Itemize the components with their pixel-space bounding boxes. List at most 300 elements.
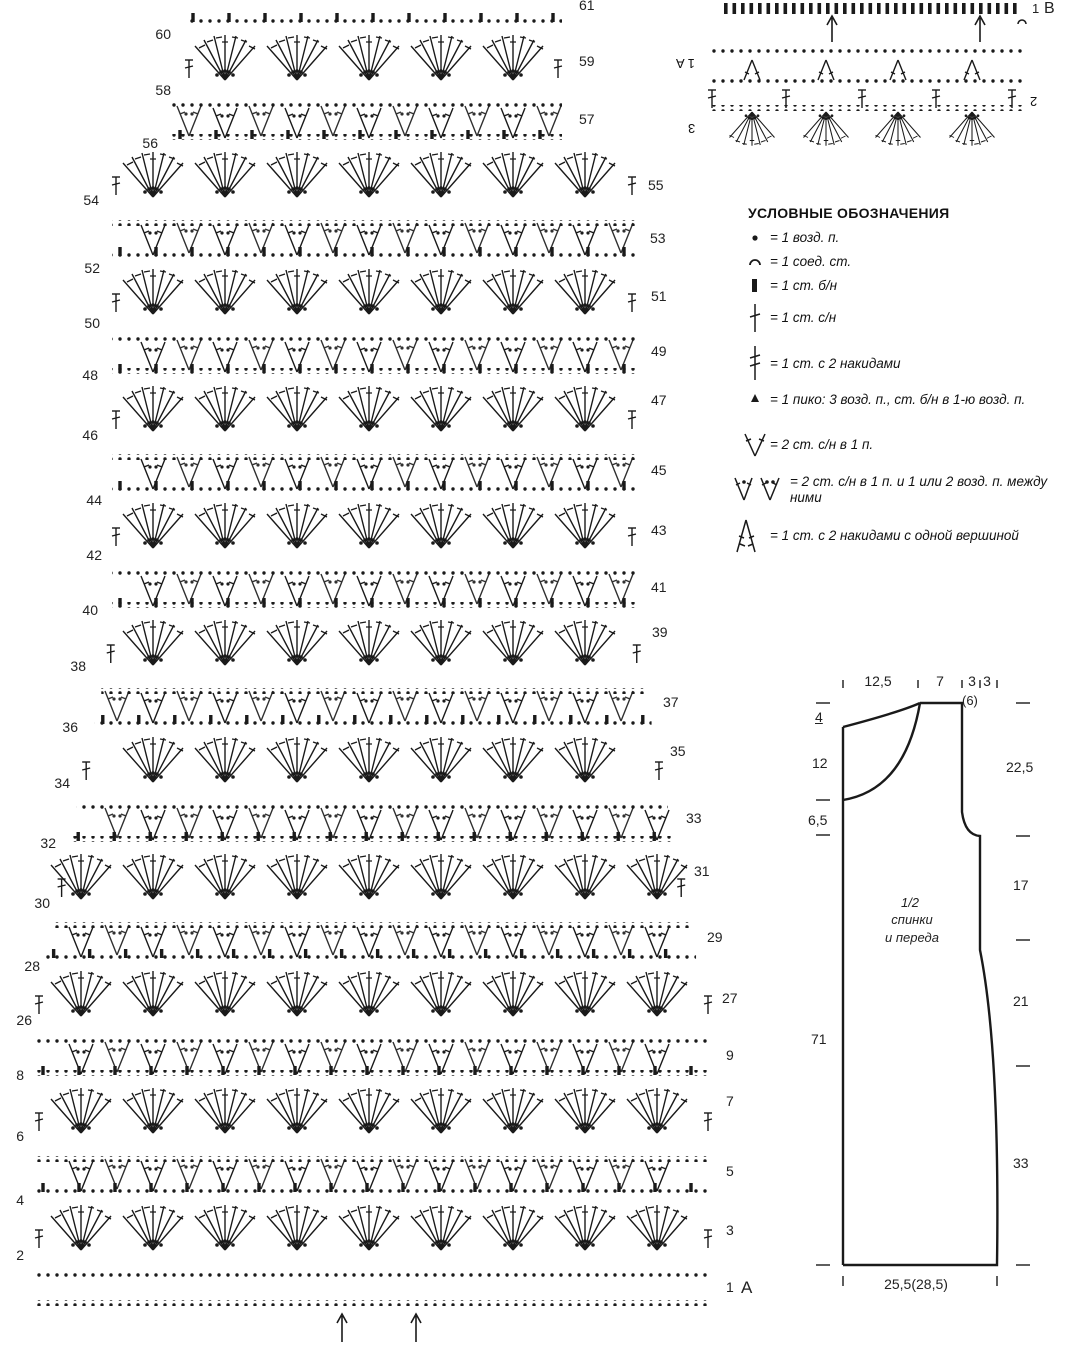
fan-shell-motif: [267, 269, 327, 314]
edge-double-crochet: [112, 411, 120, 429]
v-stitch-motif: [501, 576, 525, 606]
fan-shell-motif: [123, 854, 183, 899]
single-crochet-post: [365, 1183, 368, 1192]
fan-shell-motif: [195, 35, 255, 80]
fan-shell-motif: [483, 35, 543, 80]
row-number-right: 7: [726, 1093, 734, 1109]
single-crochet-post: [538, 130, 541, 139]
single-crochet-post: [365, 832, 368, 841]
fan-shell-motif: [51, 1088, 111, 1133]
single-crochet-post: [298, 481, 301, 490]
edging-post: [954, 3, 958, 14]
fan-shell-motif: [267, 1088, 327, 1133]
schematic-left-71: 71: [811, 1031, 827, 1047]
fan-shell-motif: [267, 1205, 327, 1250]
single-crochet-post: [88, 949, 91, 958]
fan-shell-motif: [411, 152, 471, 197]
v-stitch-motif: [249, 691, 273, 721]
fan-shell-motif: [555, 386, 615, 431]
v-stitch-motif: [213, 576, 237, 606]
fan-shell-motif: [195, 971, 255, 1016]
v-stitch-motif: [69, 1044, 93, 1074]
row-number-left: 2: [16, 1247, 24, 1263]
start-arrow-icon: [411, 1314, 421, 1342]
row-number-right: 57: [579, 111, 595, 127]
single-crochet-post: [509, 1183, 512, 1192]
single-crochet-post: [406, 364, 409, 373]
single-crochet-post: [298, 598, 301, 607]
double-crochet-icon: [750, 304, 760, 332]
single-crochet-post: [515, 13, 518, 22]
single-crochet-post: [442, 364, 445, 373]
fan-shell-motif: [339, 35, 399, 80]
edging-row-3: 3: [688, 121, 696, 136]
single-crochet-post: [77, 1066, 80, 1075]
v-stitch-motif: [393, 574, 417, 604]
single-crochet-post: [173, 715, 176, 724]
v-stitch-motif: [105, 808, 129, 838]
v-stitch-motif: [177, 223, 201, 253]
fan-shell-motif: [267, 152, 327, 197]
fan-shell-motif: [411, 269, 471, 314]
single-crochet-post: [124, 949, 127, 958]
single-crochet-post: [461, 715, 464, 724]
single-crochet-post: [250, 130, 253, 139]
fan-shell-motif: [339, 620, 399, 665]
v-stitch-motif: [573, 693, 597, 723]
neckline-back: [843, 703, 920, 727]
single-crochet-post: [545, 832, 548, 841]
v-stitch-motif: [285, 225, 309, 255]
single-crochet-post: [137, 715, 140, 724]
schematic-shoulder-extra: (6): [962, 693, 978, 708]
v-stitch-motif: [501, 1161, 525, 1191]
chain-row: [101, 688, 645, 694]
v-stitch-motif: [609, 457, 633, 487]
v-stitch-motif: [537, 457, 561, 487]
edging-post: [809, 3, 813, 14]
single-crochet-post: [335, 13, 338, 22]
v-stitch-motif: [177, 691, 201, 721]
v-stitch-motif: [465, 574, 489, 604]
fan-shell-motif: [411, 35, 471, 80]
row-number-right: 3: [726, 1222, 734, 1238]
chain-row: [35, 1187, 712, 1193]
schematic-width-shoulder: 7: [936, 673, 944, 689]
legend-item-treble: = 1 ст. с 2 накидами: [770, 356, 901, 371]
v-stitch-motif: [393, 457, 417, 487]
edging-post: [962, 3, 966, 14]
single-crochet-post: [653, 1183, 656, 1192]
fan-shell-motif: [627, 854, 687, 899]
fan-shell-motif: [195, 1205, 255, 1250]
schematic-width-3a: 3: [968, 673, 976, 689]
legend-title: УСЛОВНЫЕ ОБОЗНАЧЕНИЯ: [748, 205, 950, 221]
row-number-right: 51: [651, 288, 667, 304]
v-stitch-motif: [357, 810, 381, 840]
single-crochet-post: [262, 481, 265, 490]
v-stitch-motif: [573, 576, 597, 606]
v-stitch-motif: [213, 225, 237, 255]
single-crochet-post: [376, 949, 379, 958]
single-crochet-post: [550, 481, 553, 490]
single-crochet-post: [190, 481, 193, 490]
v-stitch-motif: [249, 808, 273, 838]
edging-post: [826, 3, 830, 14]
edging-post: [741, 3, 745, 14]
v-stitch-motif: [357, 693, 381, 723]
row-number-right: 35: [670, 743, 686, 759]
fan-shell-motif: [555, 269, 615, 314]
single-crochet-post: [154, 364, 157, 373]
v-stitch-motif: [645, 1044, 669, 1074]
v-stitch-motif: [141, 225, 165, 255]
v-stitch-motif: [537, 574, 561, 604]
schematic-bottom-width: 25,5(28,5): [884, 1276, 948, 1292]
edging-row-2: 2: [1030, 94, 1038, 109]
edging-post: [945, 3, 949, 14]
v-stitch-motif: [357, 225, 381, 255]
fan-shell-motif: [267, 971, 327, 1016]
v-stitch-motif: [177, 457, 201, 487]
single-crochet-post: [473, 1183, 476, 1192]
chain-row: [112, 571, 636, 577]
row-number-left: 42: [86, 547, 102, 563]
v-stitch-motif: [465, 1042, 489, 1072]
edge-double-crochet: [704, 1230, 712, 1248]
v-stitch-motif: [429, 810, 453, 840]
single-crochet-post: [257, 832, 260, 841]
v-stitch-motif: [249, 574, 273, 604]
fan-shell-motif: [411, 971, 471, 1016]
v-stitch-motif: [213, 1044, 237, 1074]
v-stitch-motif: [285, 1161, 309, 1191]
fan-shell-motif: [483, 971, 543, 1016]
edge-double-crochet: [704, 996, 712, 1014]
single-crochet-post: [365, 1066, 368, 1075]
edging-chain-row: [708, 105, 1026, 111]
edging-top-row: 1: [1032, 1, 1040, 16]
fan-shell-motif: [123, 620, 183, 665]
schematic-right-17: 17: [1013, 877, 1029, 893]
v-stitch-motif: [285, 576, 309, 606]
single-crochet-post: [622, 481, 625, 490]
v-stitch-motif: [465, 340, 489, 370]
row-number-right: 33: [686, 810, 702, 826]
v-stitch-motif: [69, 1161, 93, 1191]
v-stitch-motif: [213, 342, 237, 372]
single-crochet-post: [118, 598, 121, 607]
v-stitch-motif: [213, 693, 237, 723]
single-crochet-post: [293, 1066, 296, 1075]
v-stitch-motif: [393, 1159, 417, 1189]
row-number-left: 46: [82, 427, 98, 443]
single-crochet-post: [622, 598, 625, 607]
single-crochet-post: [425, 715, 428, 724]
fan-shell-motif: [267, 737, 327, 782]
fan-shell-motif: [483, 152, 543, 197]
v-stitch-icon: [745, 434, 765, 456]
chain-row: [46, 953, 696, 959]
single-crochet-post: [592, 949, 595, 958]
single-crochet-post: [154, 598, 157, 607]
v-stitch-motif: [321, 223, 345, 253]
v-stitch-motif: [249, 457, 273, 487]
schematic-left-4: 4: [815, 709, 823, 725]
single-crochet-post: [406, 247, 409, 256]
fan-shell-motif: [195, 737, 255, 782]
row-number-left: 54: [83, 192, 99, 208]
single-crochet-post: [334, 247, 337, 256]
single-crochet-post: [653, 1066, 656, 1075]
single-crochet-post: [389, 715, 392, 724]
v-stitch-motif: [429, 693, 453, 723]
piece-label-front: и переда: [885, 930, 939, 945]
single-crochet-post: [550, 364, 553, 373]
fan-shell-motif: [195, 503, 255, 548]
fan-shell-motif: [555, 971, 615, 1016]
row-number-right: 29: [707, 929, 723, 945]
v-stitch-motif: [501, 342, 525, 372]
single-crochet-post: [226, 481, 229, 490]
edging-post: [724, 3, 728, 14]
v-stitch-motif: [141, 576, 165, 606]
single-crochet-post: [262, 598, 265, 607]
single-crochet-post: [586, 247, 589, 256]
fan-shell-motif: [339, 152, 399, 197]
single-crochet-post: [406, 481, 409, 490]
edging-post: [886, 3, 890, 14]
single-crochet-post: [41, 1183, 44, 1192]
v-stitch-motif: [609, 691, 633, 721]
row-number-left: 4: [16, 1192, 24, 1208]
single-crochet-post: [77, 832, 80, 841]
v-stitch-motif: [465, 223, 489, 253]
fan-shell-motif: [123, 386, 183, 431]
single-crochet-post: [442, 598, 445, 607]
v-stitch-motif: [429, 576, 453, 606]
single-crochet-post: [407, 13, 410, 22]
chain-row: [172, 103, 562, 109]
edging-post: [920, 3, 924, 14]
single-crochet-post: [689, 1183, 692, 1192]
v-stitch-motif: [285, 342, 309, 372]
edging-post: [996, 3, 1000, 14]
edging-fan-motif: [876, 112, 921, 146]
single-crochet-post: [586, 364, 589, 373]
fan-shell-motif: [483, 737, 543, 782]
legend-item-slip: = 1 соед. ст.: [770, 254, 852, 269]
row-number-left: 26: [16, 1012, 32, 1028]
fan-shell-motif: [483, 1088, 543, 1133]
single-crochet-post: [478, 481, 481, 490]
edging-post: [903, 3, 907, 14]
fan-shell-motif: [123, 503, 183, 548]
fan-shell-motif: [195, 620, 255, 665]
legend-item-picot: = 1 пико: 3 возд. п., ст. б/н в 1-ю возд. п.: [770, 392, 1026, 407]
edging-post: [988, 3, 992, 14]
v-stitch-motif: [321, 574, 345, 604]
v-stitch-motif: [573, 1044, 597, 1074]
v-stitch-motif: [573, 342, 597, 372]
edging-arrow-icon: [827, 16, 837, 42]
garment-schematic: [816, 680, 1030, 1286]
v-stitch-motif: [465, 1159, 489, 1189]
single-crochet-post: [478, 247, 481, 256]
fan-shell-motif: [123, 971, 183, 1016]
edge-double-crochet: [112, 294, 120, 312]
single-crochet-post: [286, 130, 289, 139]
v-stitch-motif: [141, 459, 165, 489]
v-stitch-motif: [249, 1159, 273, 1189]
row-number-right: 45: [651, 462, 667, 478]
v-stitch-motif: [357, 1044, 381, 1074]
single-crochet-post: [245, 715, 248, 724]
fan-shell-motif: [555, 152, 615, 197]
edge-double-crochet: [82, 762, 90, 780]
edge-double-crochet: [633, 645, 641, 663]
single-crochet-post: [52, 949, 55, 958]
slip-stitch-mark: [1018, 20, 1026, 24]
edging-chain-row: [708, 77, 1026, 83]
v-stitch-motif: [393, 691, 417, 721]
single-crochet-post: [154, 481, 157, 490]
fan-shell-motif: [339, 971, 399, 1016]
v-stitch-motif: [393, 1042, 417, 1072]
single-crochet-post: [298, 364, 301, 373]
single-crochet-post: [118, 247, 121, 256]
single-crochet-post: [586, 481, 589, 490]
slip-stitch-icon: [750, 260, 760, 265]
single-crochet-post: [581, 1183, 584, 1192]
v-stitch-motif: [501, 459, 525, 489]
fan-shell-motif: [339, 854, 399, 899]
edging-post: [860, 3, 864, 14]
v-stitch-motif: [321, 691, 345, 721]
v-stitch-motif: [177, 808, 201, 838]
edge-double-crochet: [112, 177, 120, 195]
single-crochet-post: [653, 832, 656, 841]
single-crochet-post: [509, 1066, 512, 1075]
single-crochet-post: [353, 715, 356, 724]
v-stitch-motif: [105, 691, 129, 721]
single-crochet-post: [209, 715, 212, 724]
single-crochet-post: [149, 1183, 152, 1192]
edge-double-crochet: [677, 879, 685, 897]
single-crochet-post: [581, 1066, 584, 1075]
fan-shell-motif: [411, 386, 471, 431]
fan-shell-motif: [483, 269, 543, 314]
v-stitch-motif: [177, 574, 201, 604]
fan-shell-motif: [411, 854, 471, 899]
v-stitch-motif: [501, 810, 525, 840]
v-stitch-motif: [537, 1042, 561, 1072]
edging-post: [843, 3, 847, 14]
v-stitch-motif: [645, 1161, 669, 1191]
single-crochet-post: [160, 949, 163, 958]
edging-fan-motif: [950, 112, 995, 146]
row-number-right: 61: [579, 0, 595, 13]
single-crochet-post: [221, 832, 224, 841]
single-crochet-post: [358, 130, 361, 139]
v-stitch-motif: [429, 1044, 453, 1074]
fan-shell-motif: [411, 1088, 471, 1133]
schematic-width-neck: 12,5: [864, 673, 892, 689]
v-stitch-motif: [609, 808, 633, 838]
v-stitch-motif: [213, 459, 237, 489]
fan-shell-motif: [483, 386, 543, 431]
chain-row: [112, 337, 636, 343]
row-number-left: 6: [16, 1128, 24, 1144]
edge-double-crochet: [704, 1113, 712, 1131]
single-crochet-post: [401, 1066, 404, 1075]
piece-label-back: спинки: [891, 912, 933, 927]
chain-row: [112, 220, 636, 226]
piece-outline-side: [843, 703, 997, 1265]
v-stitch-motif: [177, 1042, 201, 1072]
v-stitch-motif: [141, 1044, 165, 1074]
edging-post: [767, 3, 771, 14]
fan-shell-motif: [483, 503, 543, 548]
edging-post: [869, 3, 873, 14]
single-crochet-post: [298, 247, 301, 256]
v-stitch-motif: [177, 1159, 201, 1189]
v-stitch-motif: [141, 810, 165, 840]
single-crochet-post: [371, 13, 374, 22]
v-stitch-motif: [141, 342, 165, 372]
row-number-left: 58: [155, 82, 171, 98]
single-crochet-post: [257, 1183, 260, 1192]
fan-shell-motif: [267, 35, 327, 80]
fan-shell-motif: [627, 971, 687, 1016]
edging-post: [750, 3, 754, 14]
schematic-width-3b: 3: [983, 673, 991, 689]
single-crochet-post: [268, 949, 271, 958]
chain-row: [77, 805, 668, 811]
row-number-left: 8: [16, 1067, 24, 1083]
edging-chain-row: [708, 49, 1026, 55]
edging-post: [758, 3, 762, 14]
edging-post: [801, 3, 805, 14]
fan-shell-motif: [123, 1088, 183, 1133]
row-number-right: 27: [722, 990, 738, 1006]
v-stitch-motif: [357, 459, 381, 489]
chain-row: [95, 719, 652, 725]
row-number-left: 50: [84, 315, 100, 331]
v-stitch-motif: [609, 223, 633, 253]
single-crochet-post: [77, 1183, 80, 1192]
edging-post: [937, 3, 941, 14]
v-stitch-motif: [357, 1161, 381, 1191]
fan-shell-motif: [123, 152, 183, 197]
edging-post: [852, 3, 856, 14]
edge-double-crochet: [554, 60, 562, 78]
v-stitch-motif: [537, 1159, 561, 1189]
v-stitch-motif: [321, 1042, 345, 1072]
fan-shell-motif: [51, 854, 111, 899]
fan-shell-motif: [555, 737, 615, 782]
single-crochet-post: [226, 598, 229, 607]
single-crochet-post: [190, 364, 193, 373]
edging-post: [835, 3, 839, 14]
row-number-left: 32: [40, 835, 56, 851]
single-crochet-post: [317, 715, 320, 724]
single-crochet-post: [484, 949, 487, 958]
v-stitch-motif: [429, 342, 453, 372]
treble-cluster-icon: [737, 520, 755, 552]
single-crochet-post: [479, 13, 482, 22]
edging-post: [775, 3, 779, 14]
